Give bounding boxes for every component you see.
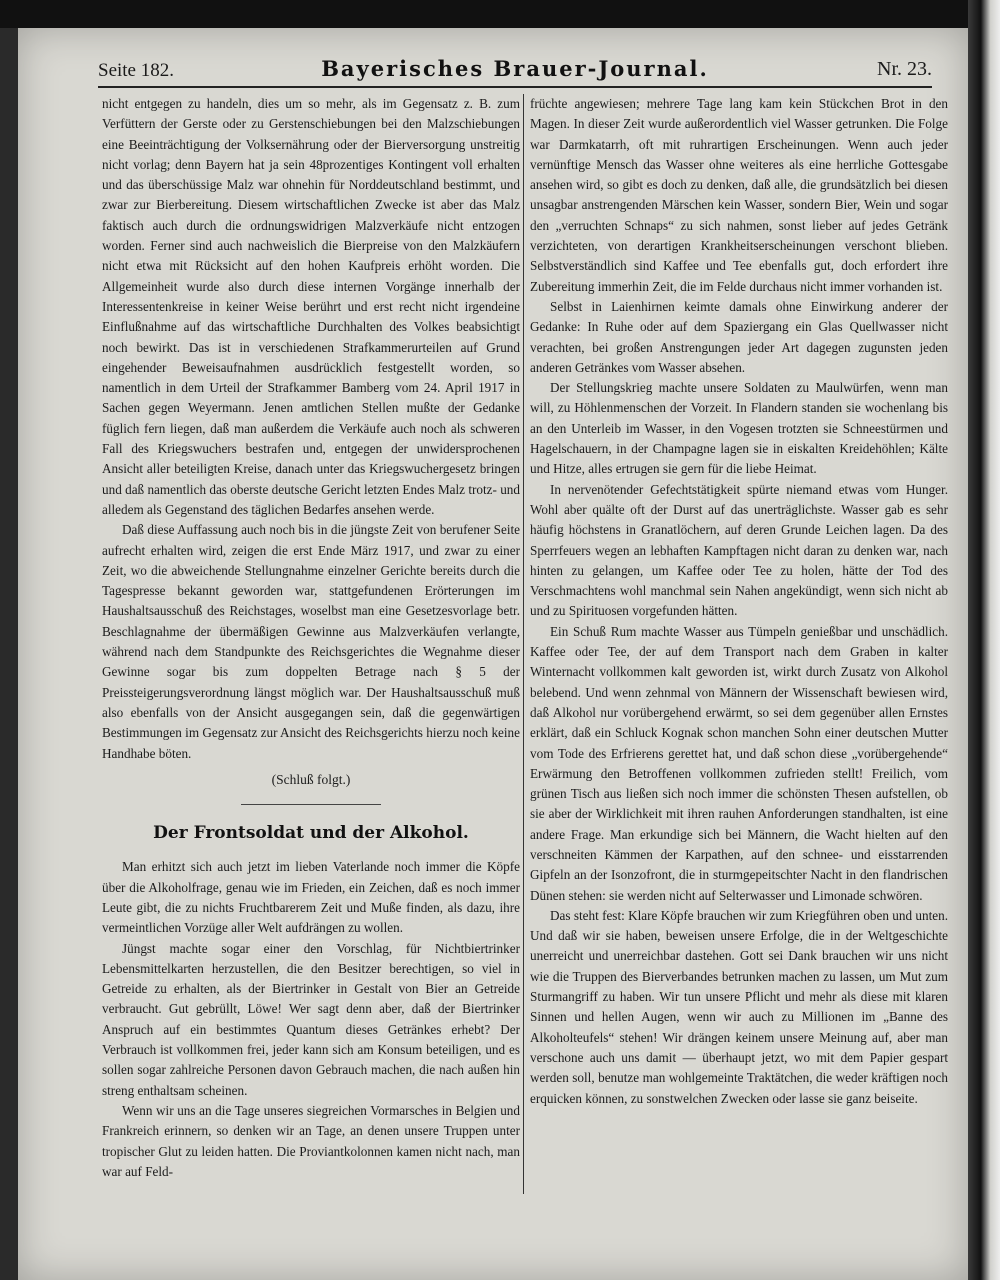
paragraph: Der Stellungskrieg machte unsere Soldaten zu Maulwürfen, wenn man will, zu Höhlenmenschen der Vorzeit. In Flandern standen sie wochenlang bis an den Unterleib im Wasser, in den Vogesen trotzten sie Schneestürmen und Hagelschauern, in der Champagne lagen sie in eiskalten Kreidehöhlen; Kälte und Hitze, alles ertrugen sie gern für die liebe Heimat. <box>530 380 948 477</box>
article-title: Der Frontsoldat und der Alkohol. <box>153 823 469 844</box>
issue-number: Nr. 23. <box>877 58 932 80</box>
column-divider <box>523 94 524 1194</box>
journal-title: Bayerisches Brauer-Journal. <box>321 56 709 81</box>
section-divider <box>241 804 381 805</box>
paragraph: Man erhitzt sich auch jetzt im lieben Vaterlande noch immer die Köpfe über die Alkoholfrage, genau wie im Frieden, ein Zeichen, daß es noch immer Leute gibt, die zu nichts Fruchtbarerem Zeit und Muße finden, als dazu, ihre vermeintlichen Vorzüge aller Welt aufdrängen zu wollen. <box>102 859 520 936</box>
scan-top-edge <box>0 0 1000 28</box>
paragraph: Jüngst machte sogar einer den Vorschlag, für Nichtbiertrinker Lebensmittelkarten herzustellen, die den Besitzer berechtigen, so viel in Getreide zu erhalten, als der Biertrinker in Gestalt von Bier an Getreide verbraucht. Gut gebrüllt, Löwe! Wer sagt denn aber, daß der Biertrinker Anspruch auf ein bestimmtes Quantum dieses Getränkes erhebt? Der Verbrauch ist vollkommen frei, jeder kann sich am Konsum beteiligen, und es sollen sogar zahlreiche Personen davon Gebrauch machen, die nach außen hin streng enthaltsam scheinen. <box>102 940 520 1098</box>
paragraph: Wenn wir uns an die Tage unseres siegreichen Vormarsches in Belgien und Frankreich erinnern, so denken wir an Tage, an denen unsere Truppen unter tropischer Glut zu leiden hatten. Die Proviantkolonnen kamen nicht nach, man war auf Feld- <box>102 1102 520 1179</box>
paragraph: nicht entgegen zu handeln, dies um so mehr, als im Gegensatz z. B. zum Verfüttern der Gerste oder zu Gerstenschiebungen bei den Malzschiebungen eine Beeinträchtigung der Volksernährung oder der Bierversorgung unstreitig nicht vorlag; denn Bayern hat ja sein 48prozentiges Kontingent voll erhalten und das überschüssige Malz war ohnehin für Norddeutschland bestimmt, und zwar zur Bierbereitung. Diesem wirtschaftlichen Zwecke ist aber das Malz faktisch auch durch die ordnungswidrigen Malzverkäufe nicht entzogen worden. Ferner sind auch nachweislich die Bierpreise von den Malzkäufern nicht etwa mit Rücksicht auf den hohen Kaufpreis erhöht worden. Die Allgemeinheit wurde also durch diese internen Vorgänge innerhalb der Interessentenkreise in keiner Weise berührt und erst recht nicht irgendeine Einflußnahme auf das wirtschaftliche Durchhalten des Volkes beabsichtigt noch bewirkt. Das ist in verschiedenen Strafkammerurteilen auf Grund eingehender Beweisaufnahmen ausdrücklich festgestellt worden, so namentlich in dem Urteil der Strafkammer Bamberg vom 24. April 1917 in Sachen gegen Weyermann. Jenen amtlichen Stellen mußte der Gedanke füglich fern liegen, daß man außerdem die Verkäufe auch noch als schweren Fall des Kriegswuchers bestrafen und, entgegen der unwidersprochenen Ansicht aller beteiligten Kreise, danach unter das Kriegswuchergesetz bringen und daß namentlich das oberste deutsche Gericht letzten Endes Malz trotz- und alledem als Gegenstand des täglichen Bedarfes ansehen werde. <box>102 96 520 517</box>
left-column <box>102 94 520 1182</box>
paragraph: In nervenötender Gefechtstätigkeit spürte niemand etwas vom Hunger. Wohl aber quälte oft der Durst auf das unerträglichste. Wasser gab es sehr häufig höchstens in Granatlöchern, auf deren Grunde Leichen lagen. Da des Sperrfeuers wegen an lebhaften Kampftagen nicht daran zu denken war, nach hinten zu gelangen, um Kaffee oder Tee zu holen, hätte der Tod des Verschmachtens wohl manchmal sein Nahen angekündigt, wenn sich nicht ab und zu Spirituosen vorgefunden hätten. <box>530 481 948 619</box>
paragraph: Selbst in Laienhirnen keimte damals ohne Einwirkung anderer der Gedanke: In Ruhe oder auf dem Spaziergang ein Glas Quellwasser nicht verachten, bei großen Anstrengungen jeder Art dagegen zugunsten jeden anderen Getränkes vom Wasser absehen. <box>530 298 948 375</box>
right-column <box>530 94 948 1109</box>
paragraph: Das steht fest: Klare Köpfe brauchen wir zum Kriegführen oben und unten. Und daß wir sie haben, beweisen unsere Erfolge, die in der Weltgeschichte unerreicht und unerreichbar dastehen. Gott sei Dank brauchen wir uns nicht wie die Truppen des Bierverbandes betrunken machen zu lassen, um Mut zum Sturmangriff zu haben. Wir tun unsere Pflicht und mehr als diese mit klaren Sinnen und hellen Augen, wenn wir auch zu Millionen im „Banne des Alkoholteufels“ stehen! Wir drängen keinem unsere Meinung auf, aber man verschone auch uns damit — überhaupt jetzt, wo mit dem Papier gespart werden soll, benutze man wohlgemeinte Traktätchen, die weder kräftigen noch erquicken können, zu sonstwelchen Zwecken oder lasse sie ganz beiseite. <box>530 907 948 1106</box>
paragraph: Daß diese Auffassung auch noch bis in die jüngste Zeit von berufener Seite aufrecht erhalten wird, zeigen die erst Ende März 1917, und zwar zu einer Zeit, wo die abweichende Stellungnahme einzelner Gerichte bereits durch die Tagespresse bekannt geworden war, stattgefundenen Erörterungen im Haushaltsausschuß des Reichstages, woselbst man eine Gesetzesvorlage betr. Beschlagnahme der übermäßigen Gewinne aus Malzverkäufen verlangte, während nach dem Standpunkte des Reichsgerichtes die Wegnahme dieser Gewinne sogar bis zum doppelten Betrage nach § 5 der Preissteigerungsverordnung längst möglich war. Der Haushaltsausschuß muß also ebenfalls von der Ansicht ausgegangen sein, daß die gegenwärtigen Bestimmungen im Gegensatz zur Ansicht des Reichsgerichts hierzu noch keine Handhabe böten. <box>102 522 520 761</box>
paragraph: früchte angewiesen; mehrere Tage lang kam kein Stückchen Brot in den Magen. In dieser Zeit wurde außerordentlich viel Wasser getrunken. Die Folge war Darmkatarrh, oft mit ruhrartigen Erscheinungen. Wenn auch jeder vernünftige Mensch das Wasser ohne weiteres als eine herrliche Gottesgabe ansehen wird, so gibt es doch zu denken, daß alle, die grundsätzlich bei diesen unsagbar anstrengenden Märschen kein Wasser, sondern Bier, Wein und sogar den „verruchten Schnaps“ zu sich nahmen, sonst lieber auf jedes Getränk verzichteten, von derartigen Krankheitserscheinungen verschont blieben. Selbstverständlich sind Kaffee und Tee ebenfalls gut, doch erfordert ihre Zubereitung immerhin Zeit, die im Felde durchaus nicht immer vorhanden ist. <box>530 96 948 294</box>
scan-right-edge <box>968 0 1000 1280</box>
paragraph: Ein Schuß Rum machte Wasser aus Tümpeln genießbar und unschädlich. Kaffee oder Tee, der auf dem Transport nach dem Graben in kalter Winternacht vollkommen kalt geworden ist, wirkt durch Zusatz von Alkohol belebend. Und wenn zehnmal von Männern der Wissenschaft bewiesen wird, daß Alkohol nur vorübergehend erwärmt, so sei dem gegenüber allen Ernstes erklärt, daß ein Schluck Kognak schon manchen Sohn einer deutschen Mutter vom Tode des Erfrierens gerettet hat, und daß schon diese „vorübergehende“ Erwärmung den Betroffenen vollkommen zufrieden stellt! Freilich, vom grünen Tisch aus ließen sich noch immer die schönsten Thesen aufstellen, ob sie aber der Wirklichkeit mit ihren rauhen Anforderungen standhalten, ist eine andere Frage. Man erkundige sich bei Männern, die Wacht hielten auf den verschneiten Kämmen der Karpathen, auf den schnee- und eisstarrenden Gipfeln an der Isonzofront, die in sturmgepeitschter Nacht in den flandrischen Dünen stehen: sie werden nicht auf Selterwasser und Limonade schwören. <box>530 623 948 903</box>
to-be-continued-note: (Schluß folgt.) <box>271 771 351 787</box>
page-number: Seite 182. <box>98 60 174 81</box>
page-header <box>98 50 932 88</box>
